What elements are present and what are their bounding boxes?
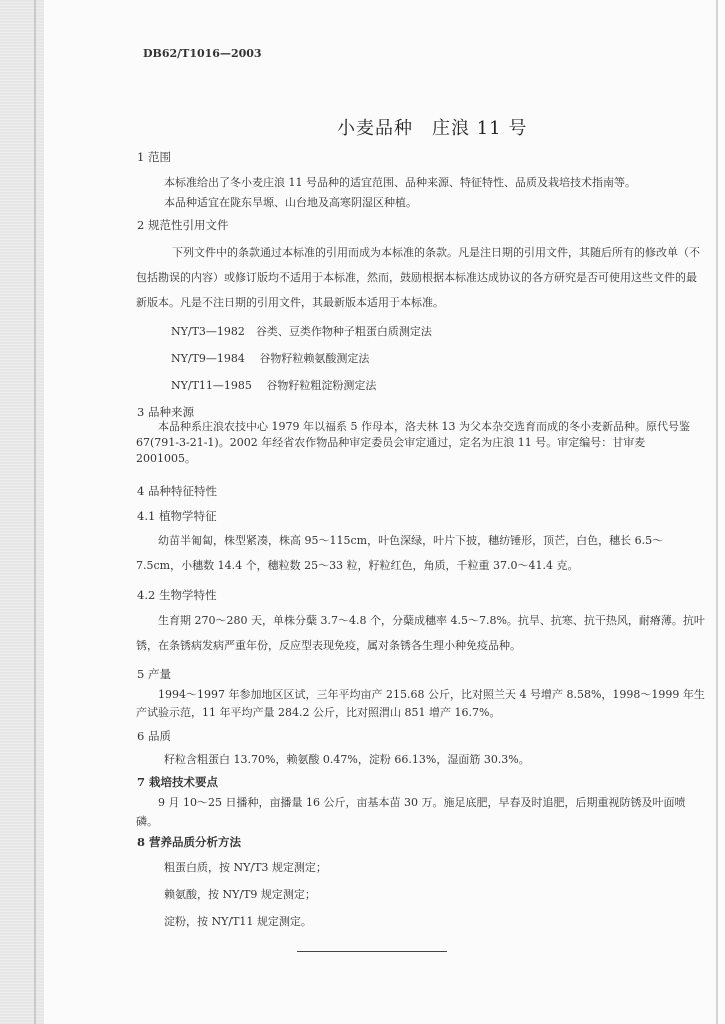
section-5-paragraph: 1994～1997 年参加地区区试，三年平均亩产 215.68 公斤，比对照兰天 4 号增产 8.58%，1998～1999 年生产试验示范，11 年平均产量 284.2 公斤，比对照渭山 851 增产 16.7%。 <box>136 688 705 719</box>
section-7-paragraph: 9 月 10～25 日播种，亩播量 16 公斤，亩基本苗 30 万。施足底肥，早春及时追肥，后期重视防锈及叶面喷磷。 <box>136 796 686 828</box>
section-3-paragraph: 本品种系庄浪农技中心 1979 年以福系 5 作母本，洛夫林 13 为父本杂交选育而成的冬小麦新品种。原代号鉴 67(791-3-21-1)。2002 年经省农作物品种审定委员会审定通过，定名为庄浪 11 号。审定编号：甘审麦 2001005。 <box>136 420 690 465</box>
section-7-heading: 7 栽培技术要点 <box>137 775 219 789</box>
reference-1: NY/T3—1982 谷类、豆类作物种子粗蛋白质测定法 <box>171 325 432 338</box>
method-item-3: 淀粉，按 NY/T11 规定测定。 <box>164 915 312 928</box>
reference-2: NY/T9—1984 谷物籽粒赖氨酸测定法 <box>171 352 370 365</box>
section-4-2-heading: 4.2 生物学特性 <box>137 588 217 602</box>
section-2-paragraph: 下列文件中的条款通过本标准的引用而成为本标准的条款。凡是注日期的引用文件，其随后所有的修改单（不包括勘误的内容）或修订版均不适用于本标准，然而，鼓励根据本标准达成协议的各方研究是否可使用这些文件的最新版本。凡是不注日期的引用文件，其最新版本适用于本标准。 <box>136 246 700 309</box>
section-4-1-heading: 4.1 植物学特征 <box>137 509 217 523</box>
section-5-heading: 5 产量 <box>137 667 171 681</box>
section-8-heading: 8 营养品质分析方法 <box>137 835 242 849</box>
section-6-paragraph: 籽粒含粗蛋白 13.70%，赖氨酸 0.47%，淀粉 66.13%，湿面筋 30.3%。 <box>164 753 530 766</box>
section-1-paragraph-1: 本标准给出了冬小麦庄浪 11 号品种的适宜范围、品种来源、特征特性、品质及栽培技术指南等。 <box>164 176 636 189</box>
reference-3: NY/T11—1985 谷物籽粒粗淀粉测定法 <box>171 379 377 392</box>
section-6-heading: 6 品质 <box>137 729 171 743</box>
section-4-heading: 4 品种特征特性 <box>137 484 217 498</box>
end-rule <box>297 951 447 952</box>
method-item-1: 粗蛋白质，按 NY/T3 规定测定； <box>164 861 327 874</box>
section-2-heading: 2 规范性引用文件 <box>137 218 229 232</box>
section-4-1-paragraph: 幼苗半匍匐，株型紧凑，株高 95～115cm，叶色深绿，叶片下披，穗纺锤形，顶芒，白色，穗长 6.5～7.5cm，小穗数 14.4 个，穗粒数 25～33 粒，籽粒红色，角质，千粒重 37.0～41.4 克。 <box>136 534 664 572</box>
binding-edge <box>0 0 44 1024</box>
page-edge-rule <box>716 0 718 1024</box>
section-1-heading: 1 范围 <box>137 150 171 164</box>
section-4-2-paragraph: 生育期 270～280 天，单株分蘖 3.7～4.8 个，分蘖成穗率 4.5～7.8%。抗旱、抗寒、抗干热风，耐瘠薄。抗叶锈，在条锈病发病严重年份，反应型表现免疫，属对条锈各生理小种免疫品种。 <box>136 614 705 652</box>
standard-code: DB62/T1016—2003 <box>143 47 262 60</box>
section-3-heading: 3 品种来源 <box>137 405 194 419</box>
method-item-2: 赖氨酸，按 NY/T9 规定测定； <box>164 888 316 901</box>
section-1-paragraph-2: 本品种适宜在陇东旱塬、山台地及高寒阴湿区种植。 <box>164 196 417 209</box>
document-title: 小麦品种 庄浪 11 号 <box>337 118 528 139</box>
